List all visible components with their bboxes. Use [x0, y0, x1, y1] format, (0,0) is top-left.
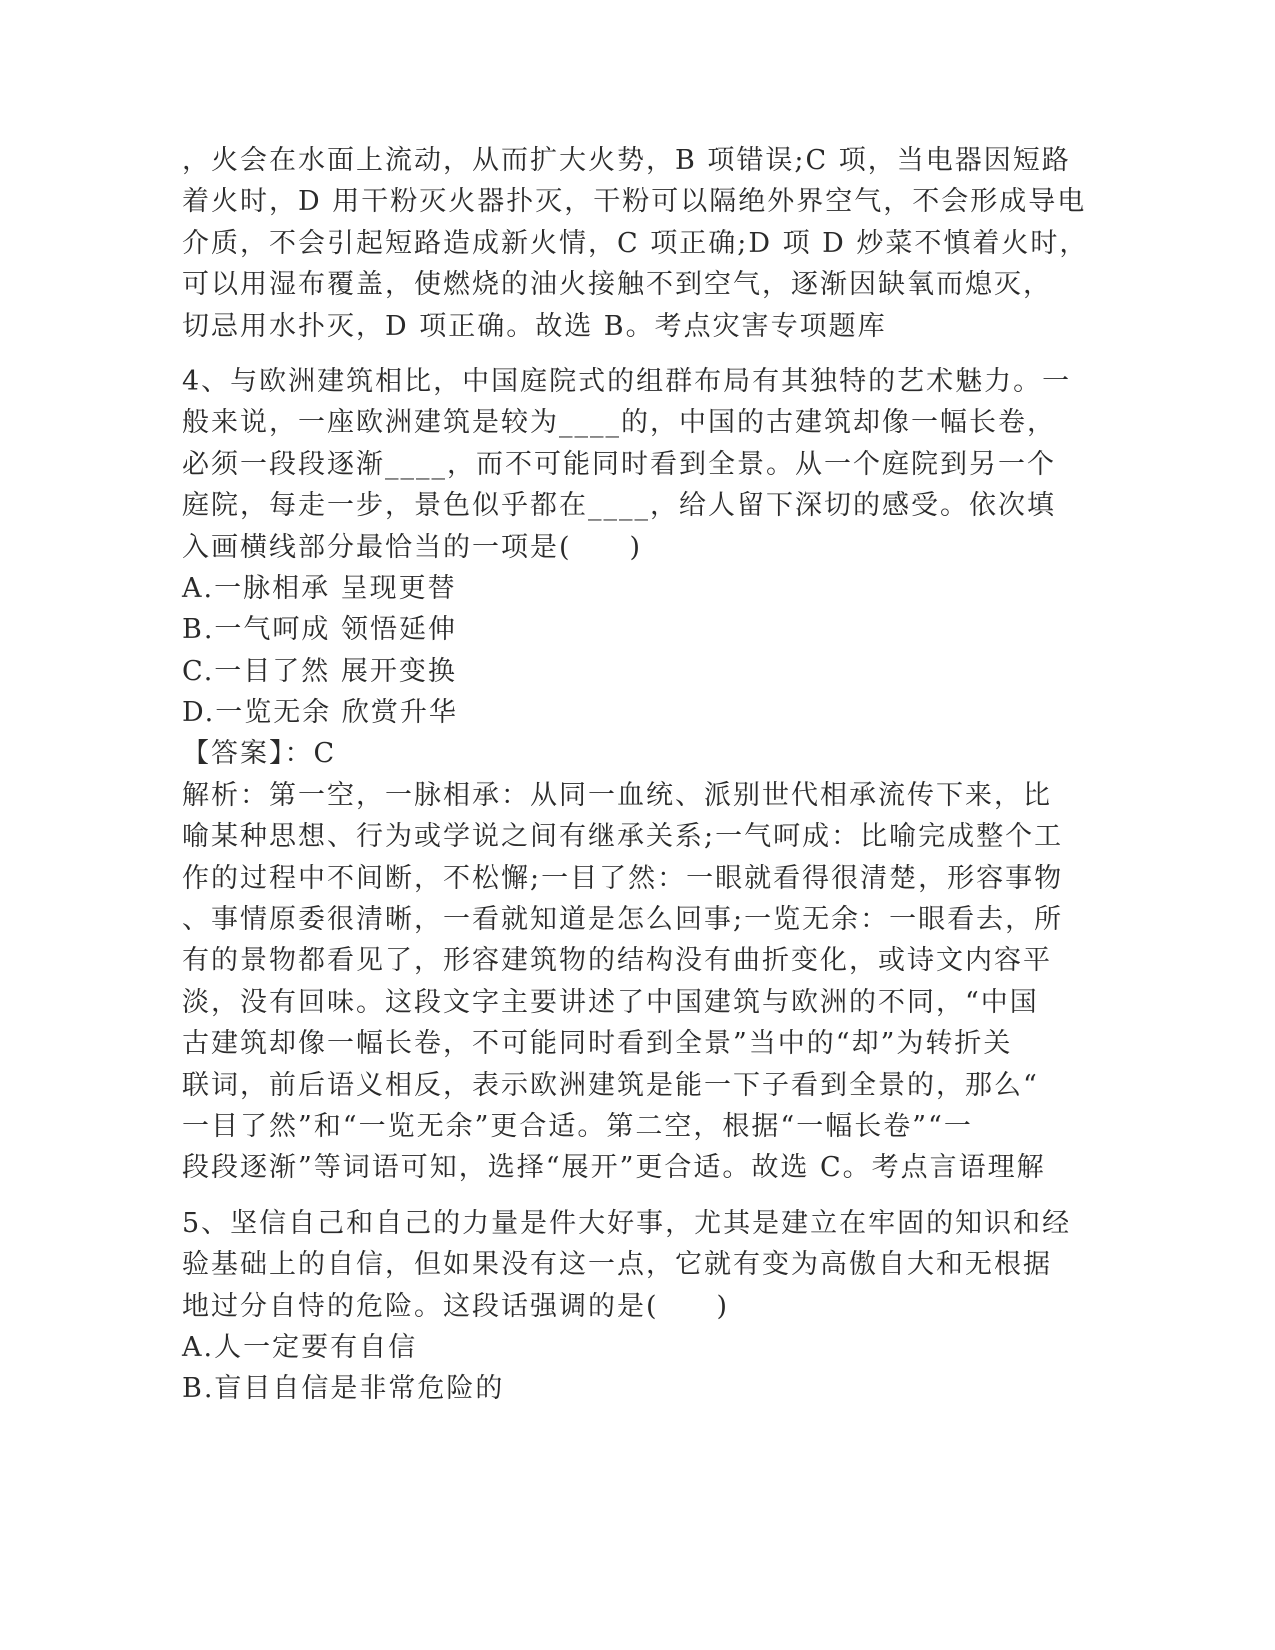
option-b: B.盲目自信是非常危险的: [182, 1373, 505, 1405]
option-a: A.一脉相承 呈现更替: [182, 572, 457, 604]
text-line: 、事情原委很清晰，一看就知道是怎么回事;一览无余：一眼看去，所: [182, 904, 1064, 936]
option-a: A.人一定要有自信: [182, 1331, 418, 1363]
question-4-stem: [182, 361, 1082, 568]
text-line: 介质，不会引起短路造成新火情，C 项正确;D 项 D 炒菜不慎着火时，: [182, 227, 1089, 259]
question-4-options: [182, 568, 1082, 734]
text-line: 5、坚信自己和自己的力量是件大好事，尤其是建立在牢固的知识和经: [182, 1207, 1072, 1239]
text-line: 验基础上的自信，但如果没有这一点，它就有变为高傲自大和无根据: [182, 1249, 1052, 1281]
document-page: [182, 140, 1089, 1410]
text-line: 喻某种思想、行为或学说之间有继承关系;一气呵成：比喻完成整个工: [182, 821, 1064, 853]
text-line: 着火时，D 用干粉灭火器扑灭，干粉可以隔绝外界空气，不会形成导电: [182, 186, 1087, 218]
question-3-explanation-tail: [182, 140, 1089, 347]
text-line: 般来说，一座欧洲建筑是较为____的，中国的古建筑却像一幅长卷，: [182, 407, 1056, 439]
option-b: B.一气呵成 领悟延伸: [182, 614, 458, 646]
question-4: [182, 361, 1082, 1189]
answer-label: 【答案】：C: [182, 738, 337, 770]
text-line: 有的景物都看见了，形容建筑物的结构没有曲折变化，或诗文内容平: [182, 945, 1052, 977]
text-line: 古建筑却像一幅长卷，不可能同时看到全景”当中的“却”为转折关: [182, 1028, 1013, 1060]
option-d: D.一览无余 欣赏升华: [182, 697, 458, 729]
text-line: 必须一段段逐渐____，而不可能同时看到全景。从一个庭院到另一个: [182, 448, 1056, 480]
spacer: [182, 1189, 1082, 1203]
text-line: 淡，没有回味。这段文字主要讲述了中国建筑与欧洲的不同，“中国: [182, 986, 1039, 1018]
text-line: 可以用湿布覆盖，使燃烧的油火接触不到空气，逐渐因缺氧而熄灭，: [182, 269, 1052, 301]
text-line: 作的过程中不间断，不松懈;一目了然：一眼就看得很清楚，形容事物: [182, 862, 1064, 894]
question-5: [182, 1203, 1082, 1410]
text-line: 4、与欧洲建筑相比，中国庭院式的组群布局有其独特的艺术魅力。一: [182, 365, 1072, 397]
spacer: [182, 347, 1082, 361]
text-line: ，火会在水面上流动，从而扩大火势，B 项错误;C 项，当电器因短路: [182, 145, 1071, 176]
text-line: 解析：第一空，一脉相承：从同一血统、派别世代相承流传下来，比: [182, 779, 1052, 811]
text-line: 段段逐渐”等词语可知，选择“展开”更合适。故选 C。考点言语理解: [182, 1152, 1046, 1184]
question-4-analysis: [182, 775, 1082, 1189]
text-line: 一目了然”和“一览无余”更合适。第二空，根据“一幅长卷”“一: [182, 1110, 973, 1142]
question-5-options: [182, 1327, 1082, 1410]
question-5-stem: [182, 1203, 1082, 1327]
text-line: 联词，前后语义相反，表示欧洲建筑是能一下子看到全景的，那么“: [182, 1069, 1039, 1101]
text-line: 入画横线部分最恰当的一项是( ): [182, 531, 643, 563]
text-line: 地过分自恃的危险。这段话强调的是( ): [182, 1290, 730, 1322]
text-line: 切忌用水扑灭，D 项正确。故选 B。考点灾害专项题库: [182, 310, 887, 342]
option-c: C.一目了然 展开变换: [182, 655, 457, 687]
text-line: 庭院，每走一步，景色似乎都在____，给人留下深切的感受。依次填: [182, 490, 1056, 522]
